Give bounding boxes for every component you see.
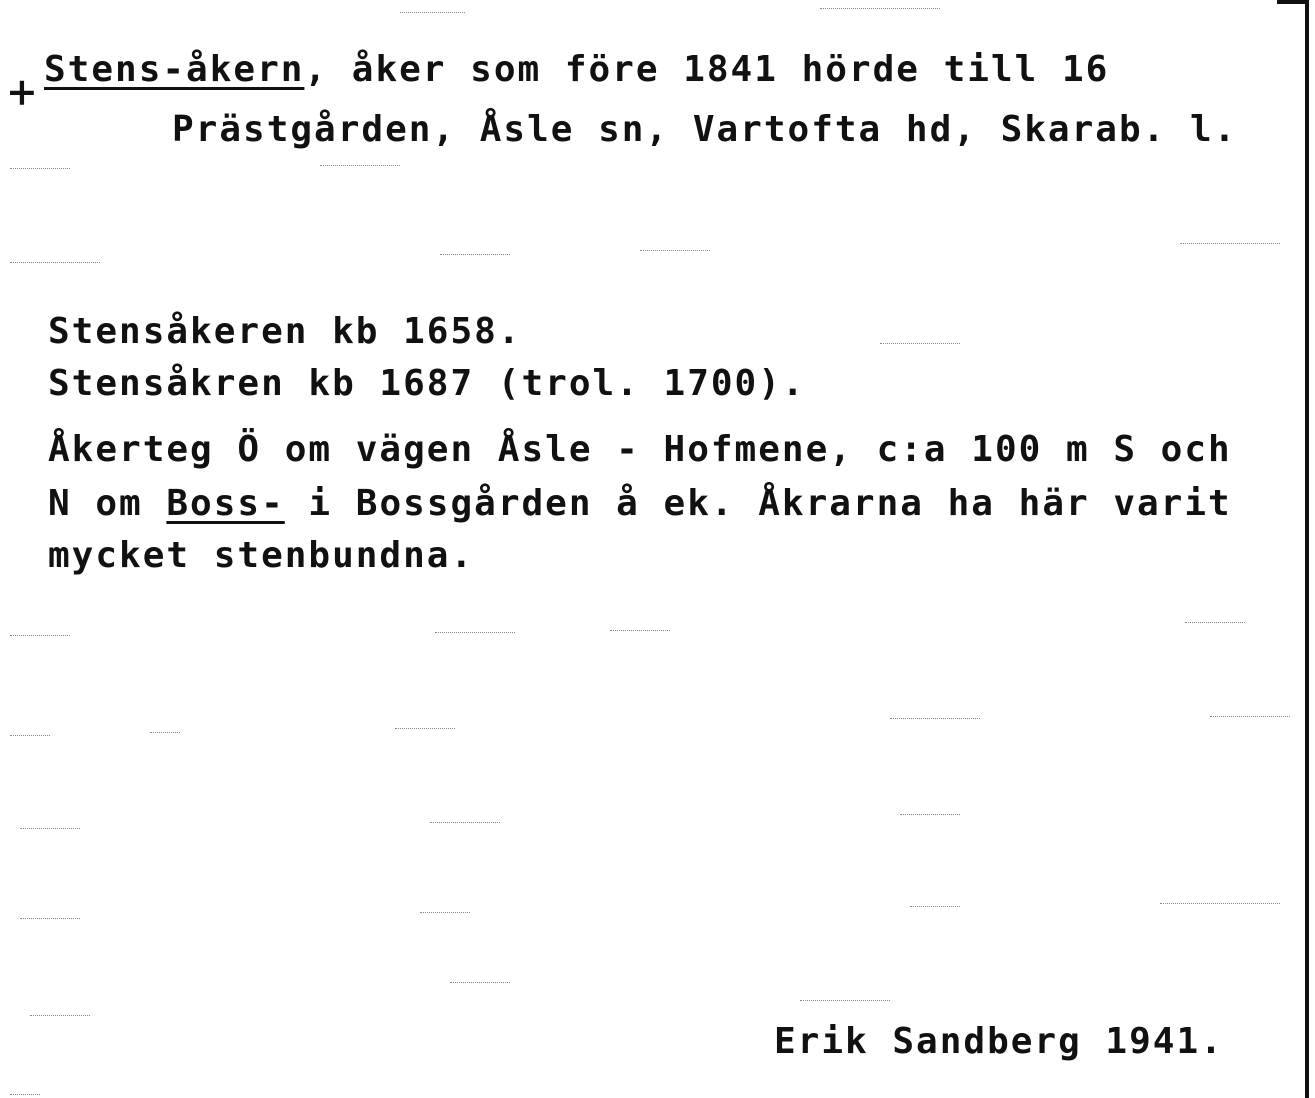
heading-description: , åker som före 1841 hörde till 16 <box>304 49 1110 90</box>
cross-mark: + <box>6 69 38 114</box>
ruling-trace <box>400 12 465 13</box>
ruling-trace <box>420 912 470 913</box>
signature: Erik Sandberg 1941. <box>774 1021 1224 1062</box>
ruling-trace <box>450 982 510 983</box>
ruling-trace <box>10 168 70 169</box>
ruling-trace <box>910 906 960 907</box>
ruling-trace <box>1210 716 1290 717</box>
headword: Stens-åkern <box>44 49 305 90</box>
ruling-trace <box>880 343 960 344</box>
cross-reference: Boss- <box>166 483 285 524</box>
source-year: 1658 <box>403 311 498 352</box>
ruling-trace <box>30 1015 90 1016</box>
ruling-trace <box>820 8 940 9</box>
ruling-trace <box>20 918 80 919</box>
ruling-trace <box>395 728 455 729</box>
ruling-trace <box>10 1094 40 1095</box>
ruling-trace <box>610 630 670 631</box>
card-corner-line <box>1277 0 1305 4</box>
source-text: Stensåkeren kb <box>48 311 404 352</box>
ruling-trace <box>640 250 710 251</box>
ruling-trace <box>10 635 70 636</box>
entry-heading-line <box>44 48 1109 92</box>
ruling-trace <box>1185 622 1245 623</box>
description-line-1: Åkerteg Ö om vägen Åsle - Hofmene, c:a 100 m S och <box>48 429 1232 470</box>
description-line-2 <box>48 482 1232 526</box>
description-text: i Bossgården å ek. Åkrarna ha här varit <box>284 483 1232 524</box>
card-edge-line <box>1305 0 1309 1098</box>
ruling-trace <box>1160 903 1280 904</box>
ruling-trace <box>435 632 515 633</box>
location-line: Prästgården, Åsle sn, Vartofta hd, Skarab. l. <box>172 109 1238 150</box>
ruling-trace <box>430 822 500 823</box>
ruling-trace <box>150 732 180 733</box>
description-line-3: mycket stenbundna. <box>48 535 475 576</box>
ruling-trace <box>20 828 80 829</box>
ruling-trace <box>10 262 100 263</box>
ruling-trace <box>440 254 510 255</box>
source-line-1658 <box>48 310 522 354</box>
ruling-trace <box>1180 243 1280 244</box>
source-line-1687: Stensåkren kb 1687 (trol. 1700). <box>48 363 806 404</box>
ruling-trace <box>320 165 400 166</box>
description-text: N om <box>48 483 167 524</box>
ruling-trace <box>890 718 980 719</box>
source-punct: . <box>497 311 522 352</box>
ruling-trace <box>800 1000 890 1001</box>
ruling-trace <box>10 735 50 736</box>
ruling-trace <box>900 814 960 815</box>
